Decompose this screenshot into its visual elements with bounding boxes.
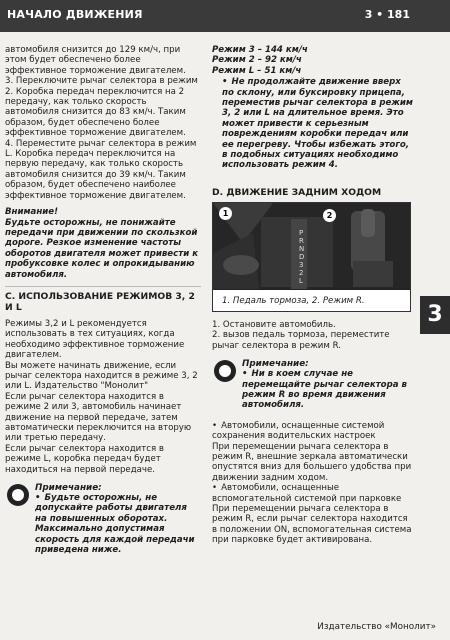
paragraph: При перемещении рычага селектора в режим R, если рычаг селектора находится в положении ON, вспомогательная система при парковке будет активирована. xyxy=(212,503,412,546)
figure-caption: 1. Педаль тормоза, 2. Режим R. xyxy=(213,289,410,311)
warning-body: Не продолжайте движение вверх по склону, или буксировку прицепа, переместив рычаг селектора в режим 3, 2 или L на длительное время. Это может привести к серьезным повреждениям коробки передач или ее перегреву. Чтобы избежать этого, в подобных ситуациях необходимо использовать режим 4. xyxy=(222,77,413,171)
section-title: НАЧАЛО ДВИЖЕНИЯ xyxy=(7,8,143,21)
exclamation-icon xyxy=(214,360,236,382)
list-item: 4. Переместите рычаг селектора в режим L. Коробка передач переключится на первую передачу, как только скорость автомобиля снизится до 39 км/ч. Таким образом, будет обеспечено наиболее эффективное торможение двигателем. xyxy=(5,138,197,201)
left-column xyxy=(5,45,201,555)
bullet-icon: • xyxy=(242,369,248,380)
section-heading: C. ИСПОЛЬЗОВАНИЕ РЕЖИМОВ 3, 2 И L xyxy=(5,290,195,313)
note-title: Примечание: xyxy=(242,359,309,370)
page-header xyxy=(0,0,450,32)
divider xyxy=(5,286,201,287)
speed-limit: Режим 2 – 92 км/ч xyxy=(212,55,302,66)
paragraph: Вы можете начинать движение, если рычаг селектора находится в режиме 3, 2 или L. Издательство "Монолит" xyxy=(5,360,198,392)
publisher-footer: Издательство «Монолит» xyxy=(317,622,436,632)
list-item: 1. Остановите автомобиль. xyxy=(212,319,336,330)
warning-title: Внимание! xyxy=(5,207,59,218)
speed-limit: Режим L – 51 км/ч xyxy=(212,65,302,76)
section-heading: D. ДВИЖЕНИЕ ЗАДНИМ ХОДОМ xyxy=(212,186,382,198)
page-number: 3 • 181 xyxy=(364,8,410,21)
gear-selector-figure xyxy=(212,202,411,312)
bullet-icon: • xyxy=(35,493,41,504)
subsection-title-text: Автомобили, оснащенные вспомогательной системой при парковке xyxy=(212,483,402,504)
gear-position-letters: P R N D 3 2 L xyxy=(299,228,305,285)
note-text xyxy=(35,493,201,555)
subsection-title-text: Автомобили, оснащенные системой сохранения водительских настроек xyxy=(212,420,385,442)
note-body: Будьте осторожны, не допускайте работы двигателя на повышенных оборотах. Максимально допустимая скорость для каждой передачи приведена ниже. xyxy=(35,493,195,556)
paragraph: Если рычаг селектора находится в режиме L, коробка передач будет находиться на первой передаче. xyxy=(5,443,164,475)
chapter-tab: 3 xyxy=(420,296,450,334)
paragraph: автомобиля снизится до 129 км/ч, при этом будет обеспечено более эффективное торможение двигателем. xyxy=(5,45,186,76)
note-text xyxy=(242,369,413,411)
right-column xyxy=(212,45,413,546)
note-box xyxy=(212,359,413,411)
callout-badge-1: 1 xyxy=(219,207,232,220)
note-box xyxy=(5,483,201,555)
subsection-title xyxy=(212,483,413,504)
paragraph: Если рычаг селектора находится в режиме 2 или 3, автомобиль начинает движение на первой передаче, затем автоматически переключится на вторую или третью передачу. xyxy=(5,391,192,444)
bullet-icon: • xyxy=(212,483,218,494)
list-item: 2. вызов педаль тормоза, переместите рычаг селектора в режим R. xyxy=(212,330,390,351)
list-item: 3. Переключите рычаг селектора в режим 2. Коробка передач переключится на 2 передачу, как только скорость автомобиля снизится до 83 км/ч. Таким образом, будет обеспечено более эффективное торможение двигателем. xyxy=(5,76,198,139)
warning-text: Будьте осторожны, не понижайте передачи при движении по скользкой дороге. Резкое изменение частоты оборотов двигателя может привести к пробуксовке колес и опрокидыванию автомобиля. xyxy=(5,217,199,280)
note-body: Ни в коем случае не перемещайте рычаг селектора в режим R во время движения автомобиля. xyxy=(242,369,407,411)
warning-text xyxy=(212,77,413,171)
bullet-icon: • xyxy=(222,77,228,88)
exclamation-icon xyxy=(7,484,29,506)
subsection-title xyxy=(212,421,413,442)
gear-photo xyxy=(213,203,410,289)
callout-badge-2: 2 xyxy=(323,209,336,222)
note-title: Примечание: xyxy=(35,483,102,494)
bullet-icon: • xyxy=(212,420,218,431)
paragraph: Режимы 3,2 и L рекомендуется использовать в тех ситуациях, когда необходимо эффективное торможение двигателем. xyxy=(5,318,185,361)
paragraph: При перемещении рычага селектора в режим R, внешние зеркала автоматически опустятся вниз для большего удобства при движении задним ходом. xyxy=(212,441,412,483)
speed-limit: Режим 3 – 144 км/ч xyxy=(212,45,308,55)
